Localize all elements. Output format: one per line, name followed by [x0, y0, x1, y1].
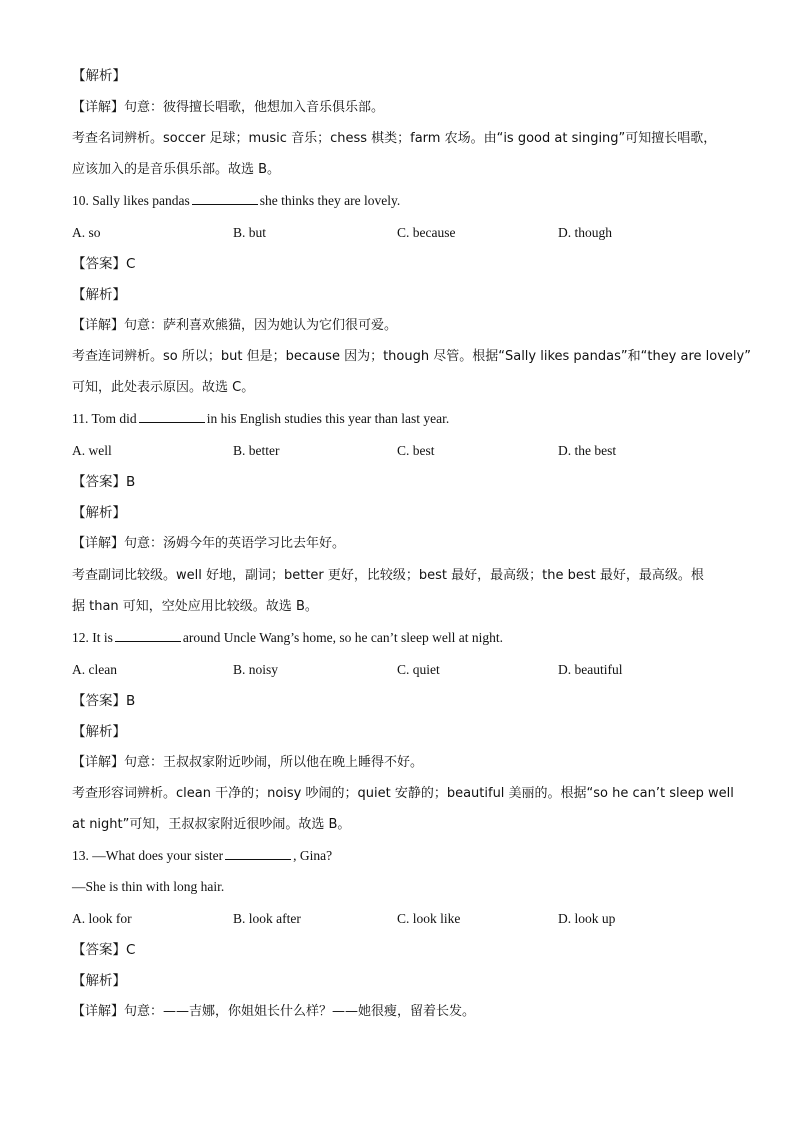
question-text: 11. Tom did	[72, 411, 137, 426]
question-text: 10. Sally likes pandas	[72, 193, 190, 208]
explanation-text: 据 than 可知，空处应用比较级。故选 B。	[72, 599, 318, 614]
option-c: C. because	[397, 225, 456, 240]
question-12	[72, 629, 503, 647]
options-row	[72, 661, 722, 679]
question-11	[72, 410, 449, 428]
question-text: 13. —What does your sister	[72, 848, 224, 863]
answer-label: 【答案】C	[72, 256, 136, 272]
question-text: around Uncle Wang’s home, so he can’t sleep well at night.	[182, 630, 503, 645]
option-b: B. better	[233, 443, 280, 458]
explanation-text: 考查连词辨析。so 所以；but 但是；because 因为；though 尽管。根据“Sally likes pandas”和“they are lovely”	[72, 349, 751, 364]
question-text: 12. It is	[72, 630, 113, 645]
option-a: A. well	[72, 443, 112, 458]
question-text: in his English studies this year than last year.	[206, 411, 450, 426]
question-text: , Gina?	[293, 848, 333, 863]
answer-blank	[115, 629, 181, 642]
option-b: B. look after	[233, 911, 301, 926]
explanation-text: 【详解】句意：王叔叔家附近吵闹，所以他在晚上睡得不好。	[72, 755, 424, 770]
analysis-label: 【解析】	[72, 505, 126, 521]
option-d: D. though	[558, 225, 612, 240]
explanation-text: 可知，此处表示原因。故选 C。	[72, 380, 255, 395]
option-c: C. look like	[397, 911, 461, 926]
answer-label: 【答案】C	[72, 942, 136, 958]
answer-label: 【答案】B	[72, 474, 136, 490]
options-row	[72, 224, 722, 242]
analysis-label: 【解析】	[72, 724, 126, 740]
option-c: C. quiet	[397, 662, 440, 677]
question-text: she thinks they are lovely.	[259, 193, 401, 208]
option-b: B. noisy	[233, 662, 279, 677]
option-d: D. beautiful	[558, 662, 623, 677]
options-row	[72, 442, 722, 460]
option-d: D. the best	[558, 443, 617, 458]
explanation-text: 考查形容词辨析。clean 干净的；noisy 吵闹的；quiet 安静的；beautiful 美丽的。根据“so he can’t sleep well	[72, 786, 734, 801]
option-d: D. look up	[558, 911, 616, 926]
question-13	[72, 847, 332, 865]
explanation-text: 【详解】句意：彼得擅长唱歌，他想加入音乐俱乐部。	[72, 100, 385, 115]
explanation-text: 应该加入的是音乐俱乐部。故选 B。	[72, 162, 281, 177]
option-a: A. so	[72, 225, 101, 240]
dialogue-line: —She is thin with long hair.	[72, 879, 225, 894]
option-a: A. clean	[72, 662, 117, 677]
option-a: A. look for	[72, 911, 132, 926]
analysis-label: 【解析】	[72, 287, 126, 303]
explanation-text: 【详解】句意：汤姆今年的英语学习比去年好。	[72, 536, 346, 551]
explanation-text: at night”可知，王叔叔家附近很吵闹。故选 B。	[72, 817, 351, 832]
answer-label: 【答案】B	[72, 693, 136, 709]
answer-blank	[192, 192, 258, 205]
option-b: B. but	[233, 225, 267, 240]
explanation-text: 考查名词辨析。soccer 足球；music 音乐；chess 棋类；farm 农场。由“is good at singing”可知擅长唱歌，	[72, 131, 717, 146]
question-10	[72, 192, 400, 210]
explanation-text: 【详解】句意：——吉娜，你姐姐长什么样？——她很瘦，留着长发。	[72, 1004, 476, 1019]
answer-blank	[139, 410, 205, 423]
analysis-label: 【解析】	[72, 68, 126, 84]
explanation-text: 考查副词比较级。well 好地，副词；better 更好，比较级；best 最好，最高级；the best 最好，最高级。根	[72, 568, 704, 583]
analysis-label: 【解析】	[72, 973, 126, 989]
answer-blank	[225, 847, 291, 860]
option-c: C. best	[397, 443, 435, 458]
options-row	[72, 910, 722, 928]
explanation-text: 【详解】句意：萨利喜欢熊猫，因为她认为它们很可爱。	[72, 318, 398, 333]
